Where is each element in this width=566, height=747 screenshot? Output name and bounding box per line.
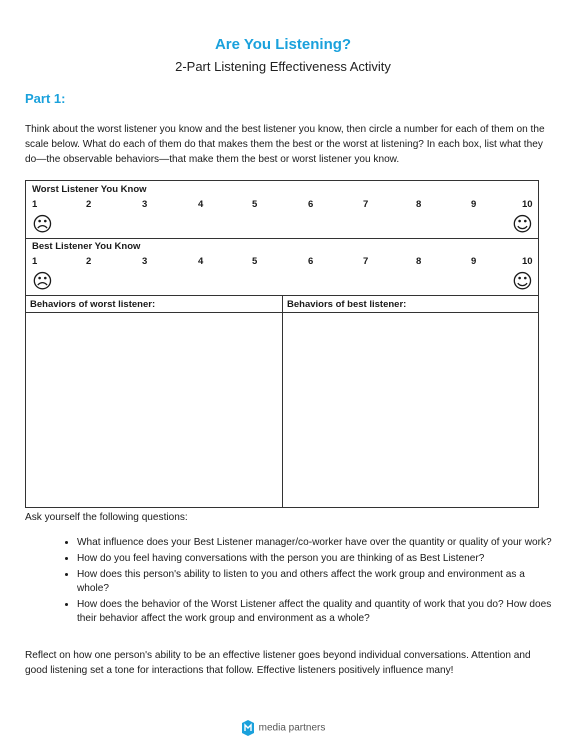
worst-scale-number[interactable]: 3 bbox=[142, 199, 148, 210]
worst-scale-number[interactable]: 6 bbox=[308, 199, 314, 210]
list-item: • How do you feel having conversations with the person you are thinking of as Best Listener? bbox=[77, 552, 557, 566]
list-item: • How does the behavior of the Worst Listener affect the quality and quantity of work that you do? How does their behavior affect the work group and environment as a whole? bbox=[77, 598, 557, 626]
worst-scale-number[interactable]: 7 bbox=[363, 199, 369, 210]
worst-scale-label: Worst Listener You Know bbox=[32, 184, 147, 195]
worst-scale-number[interactable]: 8 bbox=[416, 199, 422, 210]
best-scale-number[interactable]: 7 bbox=[363, 256, 369, 267]
worst-scale-number[interactable]: 2 bbox=[86, 199, 92, 210]
worst-scale-number[interactable]: 4 bbox=[198, 199, 204, 210]
best-behaviors-label: Behaviors of best listener: bbox=[287, 299, 407, 310]
worst-scale-number[interactable]: 9 bbox=[471, 199, 477, 210]
rating-scales bbox=[25, 180, 539, 296]
worst-behaviors-label: Behaviors of worst listener: bbox=[30, 299, 156, 310]
best-scale-number[interactable]: 8 bbox=[416, 256, 422, 267]
best-scale-label: Best Listener You Know bbox=[32, 241, 141, 252]
part-heading: Part 1: bbox=[25, 91, 66, 106]
questions-intro: Ask yourself the following questions: bbox=[25, 512, 188, 523]
page-subtitle: 2-Part Listening Effectiveness Activity bbox=[175, 59, 391, 74]
brand-name: media partners bbox=[258, 722, 326, 734]
worst-behaviors-field[interactable] bbox=[26, 313, 282, 507]
intro-paragraph: Think about the worst listener you know and the best listener you know, then circle a number for each of them on the scale below. What do each of them do that makes them the best or the worst at listening? In each box, list what they do—the observable behaviors—that make them the best or worst listener you know. bbox=[25, 124, 545, 165]
best-scale-number[interactable]: 1 bbox=[32, 256, 38, 267]
questions-list bbox=[62, 536, 557, 628]
worst-scale-number[interactable]: 5 bbox=[252, 199, 258, 210]
best-scale-number[interactable]: 9 bbox=[471, 256, 477, 267]
best-scale-number[interactable]: 5 bbox=[252, 256, 258, 267]
smiley-face-icon: ☺ bbox=[512, 212, 533, 236]
scale-divider bbox=[26, 238, 538, 239]
media-partners-logo-icon bbox=[241, 720, 255, 736]
best-scale-number[interactable]: 10 bbox=[522, 256, 533, 267]
footer bbox=[0, 720, 566, 736]
best-scale-number[interactable]: 4 bbox=[198, 256, 204, 267]
best-scale-number[interactable]: 3 bbox=[142, 256, 148, 267]
sad-face-icon: ☹ bbox=[32, 212, 53, 236]
worst-scale-number[interactable]: 1 bbox=[32, 199, 38, 210]
list-item: • How does this person's ability to listen to you and others affect the work group and environment as a whole? bbox=[77, 568, 557, 596]
sad-face-icon: ☹ bbox=[32, 269, 53, 293]
reflection-paragraph: Reflect on how one person's ability to be an effective listener goes beyond individual conversations. Attention and good listening set a tone for interactions that follow. Effective listeners positively influence many! bbox=[25, 650, 531, 676]
best-behaviors-field[interactable] bbox=[283, 313, 538, 507]
best-scale-number[interactable]: 6 bbox=[308, 256, 314, 267]
page-title: Are You Listening? bbox=[214, 36, 352, 53]
smiley-face-icon: ☺ bbox=[512, 269, 533, 293]
best-scale-number[interactable]: 2 bbox=[86, 256, 92, 267]
behaviors-table bbox=[25, 296, 539, 508]
worst-scale-number[interactable]: 10 bbox=[522, 199, 533, 210]
list-item: • What influence does your Best Listener manager/co-worker have over the quantity or quality of your work? bbox=[77, 536, 557, 550]
